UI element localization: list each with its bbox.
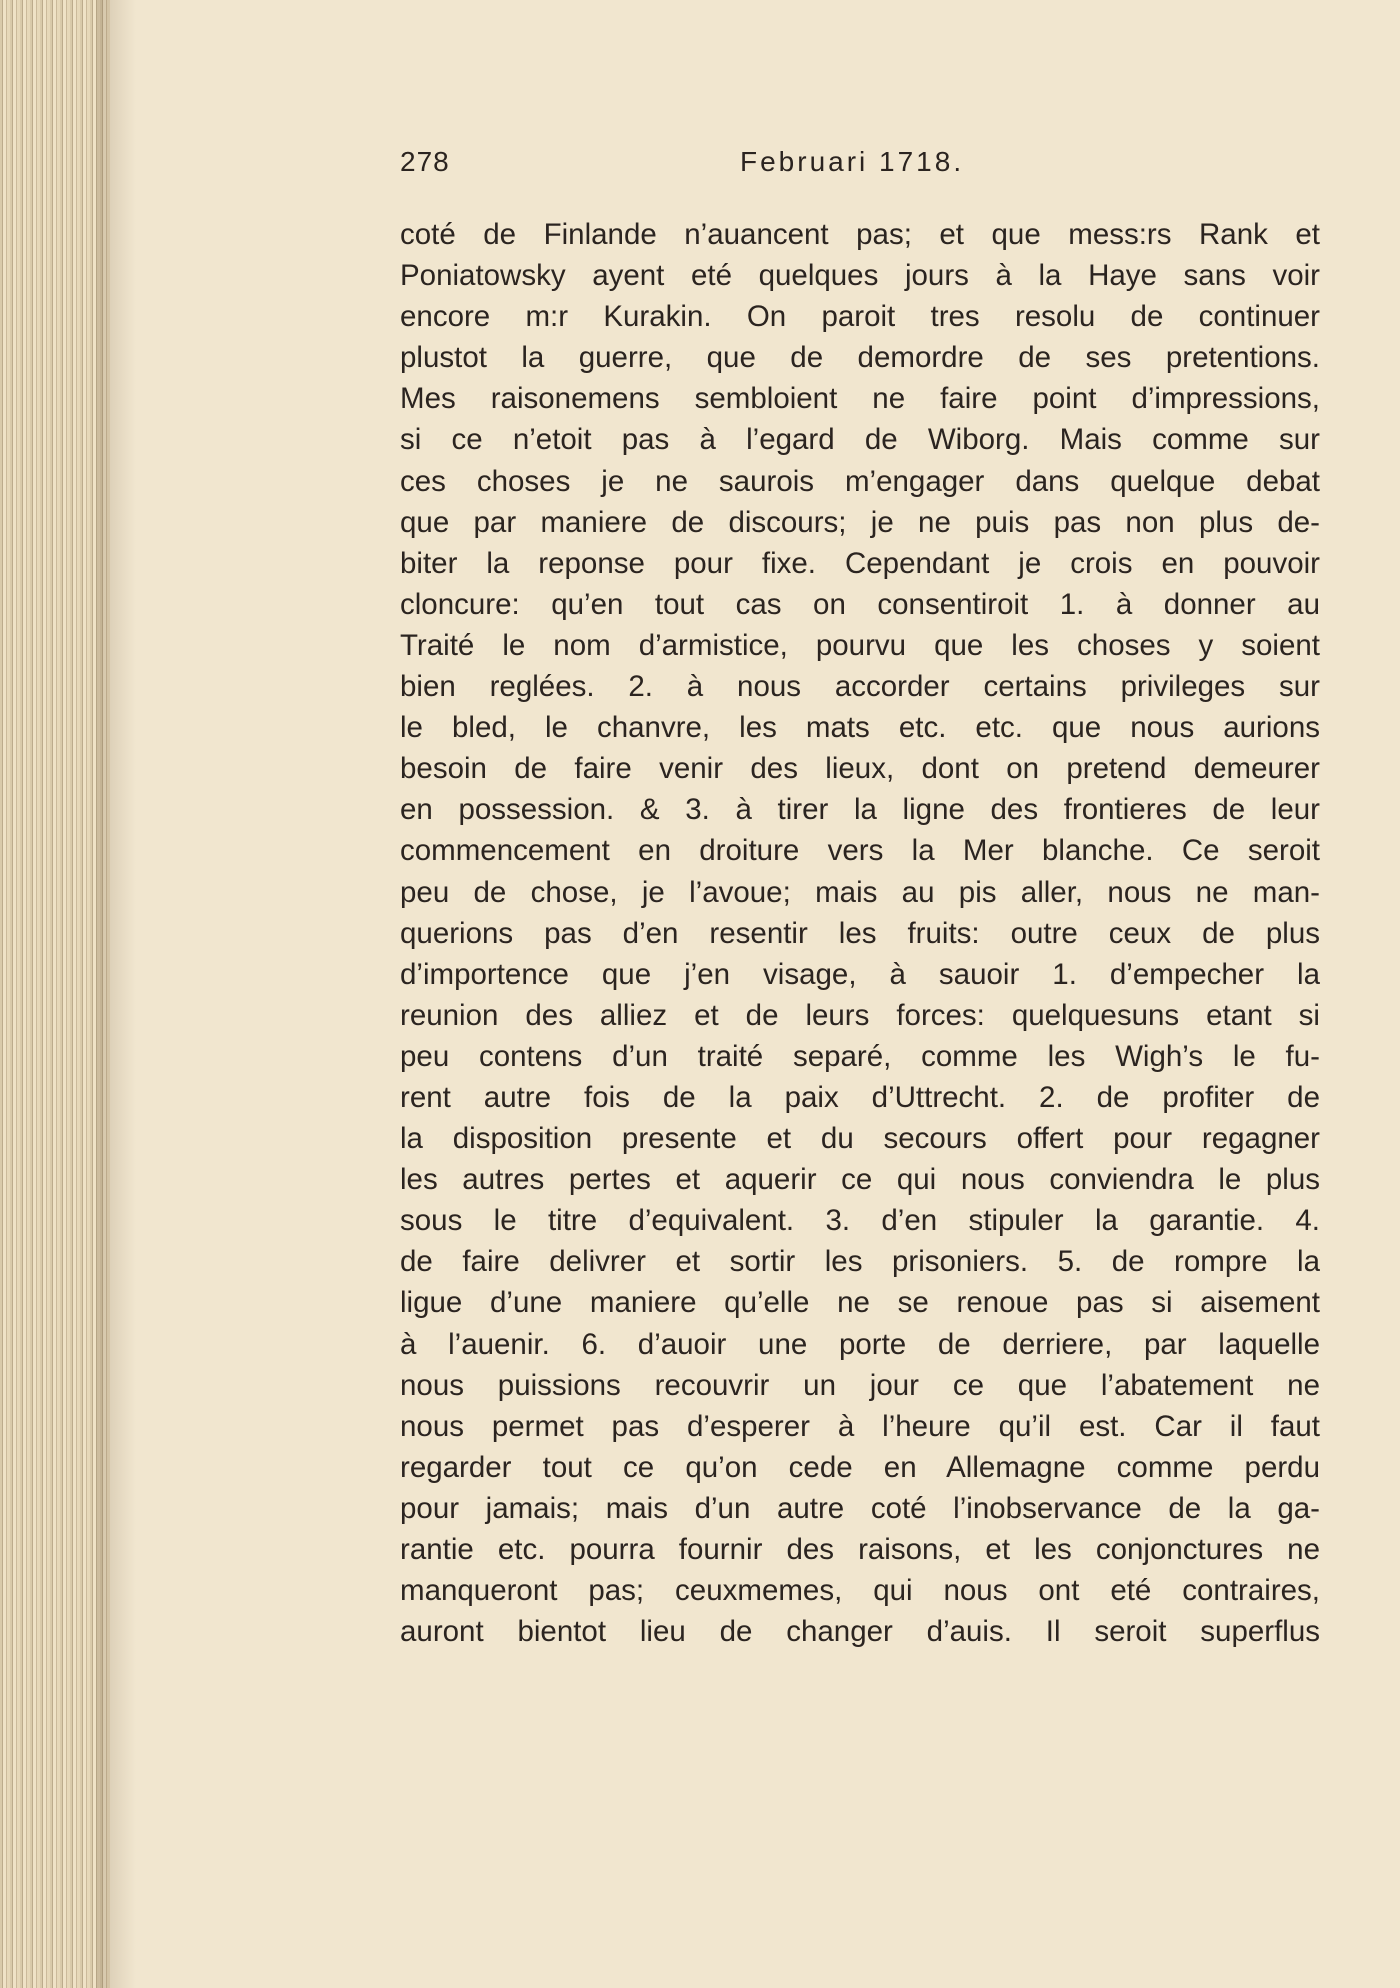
- text-line: que par maniere de discours; je ne puis pas non plus de-: [400, 505, 1320, 539]
- text-line: rantie etc. pourra fournir des raisons, et les conjonctures ne: [400, 1533, 1320, 1566]
- text-line: peu de chose, je l’avoue; mais au pis aller, nous ne man-: [400, 875, 1320, 909]
- text-line: les autres pertes et aquerir ce qui nous conviendra le plus: [400, 1163, 1320, 1197]
- page-title: Februari 1718.: [740, 146, 965, 177]
- text-line: auront bientot lieu de changer d’auis. Il seroit superflus: [400, 1615, 1320, 1649]
- text-line: pour jamais; mais d’un autre coté l’inobservance de la ga-: [400, 1491, 1320, 1525]
- text-line: coté de Finlande n’auancent pas; et que mess:rs Rank et: [400, 218, 1320, 251]
- text-line: rent autre fois de la paix d’Uttrecht. 2. de profiter de: [400, 1080, 1320, 1114]
- text-line: Poniatowsky ayent eté quelques jours à la Haye sans voir: [400, 259, 1320, 293]
- text-line: en possession. & 3. à tirer la ligne des frontieres de leur: [400, 793, 1320, 827]
- text-line: de faire delivrer et sortir les prisoniers. 5. de rompre la: [400, 1245, 1320, 1279]
- text-line: si ce n’etoit pas à l’egard de Wiborg. Mais comme sur: [400, 423, 1320, 457]
- text-line: biter la reponse pour fixe. Cependant je crois en pouvoir: [400, 546, 1320, 580]
- text-line: bien reglées. 2. à nous accorder certains privileges sur: [400, 670, 1320, 704]
- text-line: commencement en droiture vers la Mer blanche. Ce seroit: [400, 834, 1320, 868]
- text-line: d’importence que j’en visage, à sauoir 1. d’empecher la: [400, 957, 1320, 991]
- text-line: la disposition presente et du secours offert pour regagner: [400, 1122, 1320, 1156]
- text-line: cloncure: qu’en tout cas on consentiroit 1. à donner au: [400, 587, 1320, 621]
- body-text: [400, 214, 1320, 1652]
- text-line: encore m:r Kurakin. On paroit tres resolu de continuer: [400, 300, 1320, 334]
- text-line: nous puissions recouvrir un jour ce que l’abatement ne: [400, 1368, 1320, 1402]
- text-line: querions pas d’en resentir les fruits: outre ceux de plus: [400, 916, 1320, 950]
- text-line: besoin de faire venir des lieux, dont on pretend demeurer: [400, 752, 1320, 786]
- text-line: Traité le nom d’armistice, pourvu que les choses y soient: [400, 628, 1320, 662]
- text-line: ligue d’une maniere qu’elle ne se renoue pas si aisement: [400, 1286, 1320, 1320]
- text-line: à l’auenir. 6. d’auoir une porte de derriere, par laquelle: [400, 1327, 1320, 1361]
- text-line: plustot la guerre, que de demordre de ses pretentions.: [400, 341, 1320, 375]
- text-line: Mes raisonemens sembloient ne faire point d’impressions,: [400, 382, 1320, 416]
- text-line: reunion des alliez et de leurs forces: quelquesuns etant si: [400, 998, 1320, 1032]
- text-line: ces choses je ne saurois m’engager dans quelque debat: [400, 464, 1320, 498]
- running-head: [400, 142, 1320, 182]
- text-line: sous le titre d’equivalent. 3. d’en stipuler la garantie. 4.: [400, 1204, 1320, 1238]
- text-line: manqueront pas; ceuxmemes, qui nous ont eté contraires,: [400, 1574, 1320, 1608]
- text-line: le bled, le chanvre, les mats etc. etc. que nous aurions: [400, 711, 1320, 745]
- text-line: regarder tout ce qu’on cede en Allemagne comme perdu: [400, 1450, 1320, 1484]
- text-line: nous permet pas d’esperer à l’heure qu’il est. Car il faut: [400, 1409, 1320, 1443]
- text-line: peu contens d’un traité separé, comme les Wigh’s le fu-: [400, 1039, 1320, 1073]
- page-number: 278: [400, 146, 450, 177]
